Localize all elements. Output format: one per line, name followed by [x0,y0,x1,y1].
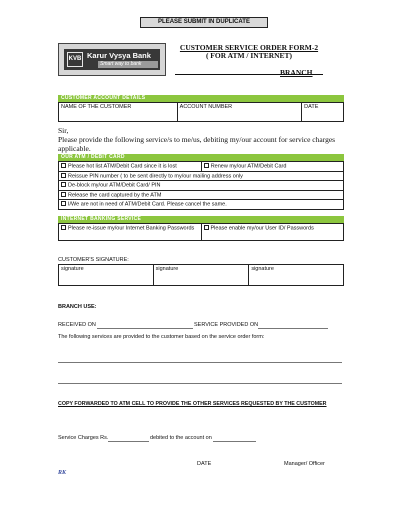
atm-options-table [58,161,344,210]
bank-tagline: Smart way to bank [98,61,158,68]
option-label: Reissue PIN number ( to be sent directly to my/our mailing address only [68,173,243,179]
option-label: Renew my/our ATM/Debit Card [210,163,287,170]
received-on-line[interactable] [97,328,193,329]
internet-options-table [58,223,344,241]
debited-to-label: debited to the account on [150,435,212,441]
duplicate-notice: PLEASE SUBMIT IN DUPLICATE [140,17,268,28]
checkbox[interactable] [204,225,209,230]
customer-name-label: NAME OF THE CUSTOMER [61,104,132,110]
copy-forwarded-note: COPY FORWARDED TO ATM CELL TO PROVIDE THE OTHER SERVICES REQUESTED BY THE CUSTOMER [58,401,327,407]
atm-option-deblock[interactable] [59,181,344,191]
internet-option-enable-userid[interactable] [201,224,344,241]
debited-date-line[interactable] [213,441,256,442]
atm-option-reissue-pin[interactable] [59,171,344,181]
atm-option-release-card[interactable] [59,190,344,200]
atm-option-cancel[interactable] [59,200,344,210]
service-provided-label: SERVICE PROVIDED ON [194,322,259,328]
form-title: CUSTOMER SERVICE ORDER FORM-2 [179,43,319,52]
checkbox[interactable] [61,173,66,178]
services-line-1[interactable] [58,362,342,363]
account-number-field[interactable] [177,103,301,122]
signature-box-2[interactable] [153,265,249,286]
checkbox[interactable] [61,182,66,187]
customer-name-field[interactable] [59,103,178,122]
customer-details-heading: CUSTOMER ACCOUNT DETAILS [58,95,344,102]
checkbox[interactable] [61,192,66,197]
option-label: Please hot list ATM/Debit Card since it is lost [68,163,177,170]
signature-table [58,264,344,286]
atm-option-renew[interactable] [201,162,343,172]
bank-name: Karur Vysya Bank [87,51,151,60]
received-on-label: RECEIVED ON [58,322,96,328]
services-line-2[interactable] [58,383,342,384]
request-paragraph [58,126,348,153]
date-label: DATE [304,104,319,110]
service-charges-label: Service Charges Rs. [58,435,109,441]
date-field[interactable] [302,103,344,122]
internet-section-heading: INTERNET BANKING SERVICE [58,216,344,223]
signature-label: signature [61,266,84,272]
internet-option-reissue-password[interactable] [59,224,202,241]
signature-label: signature [251,266,274,272]
branch-underline [175,74,323,75]
branch-use-heading: BRANCH USE: [58,304,97,310]
checkbox[interactable] [61,201,66,206]
checkbox[interactable] [61,225,66,230]
form-subtitle: ( FOR ATM / INTERNET) [205,51,293,60]
services-note: The following services are provided to the customer based on the service order form: [58,334,265,340]
option-label: Please enable my/our User ID/ Passwords [210,225,314,232]
checkbox[interactable] [61,163,66,168]
customer-details-table [58,102,344,122]
rk-mark: RK [58,470,67,476]
date-footer-label: DATE [197,461,212,467]
service-charges-line[interactable] [108,441,149,442]
atm-option-hotlist[interactable] [59,162,202,172]
kvb-logo-mark: KVB [67,52,83,67]
officer-label: Manager/ Officer [284,461,325,467]
account-number-label: ACCOUNT NUMBER [179,104,233,110]
branch-label: BRANCH [280,68,313,77]
option-label: I/We are not in need of ATM/Debit Card. Please cancel the same. [68,201,227,208]
signature-heading: CUSTOMER'S SIGNATURE: [58,257,129,263]
option-label: Release the card captured by the ATM [68,192,162,198]
checkbox[interactable] [204,163,209,168]
option-label: Please re-issue my/our Internet Banking Passwords [68,225,195,232]
signature-box-3[interactable] [249,265,344,286]
request-text: Please provide the following service/s to me/us, debiting my/our account for service charges applicable. [58,135,336,153]
atm-section-heading: OUR ATM / DEBIT CARD [58,154,344,161]
signature-box-1[interactable] [59,265,154,286]
option-label: De-block my/our ATM/Debit Card/ PIN [68,182,161,189]
salutation: Sir, [58,126,69,135]
signature-label: signature [155,266,179,272]
bank-logo [58,43,166,76]
service-provided-line[interactable] [258,328,328,329]
